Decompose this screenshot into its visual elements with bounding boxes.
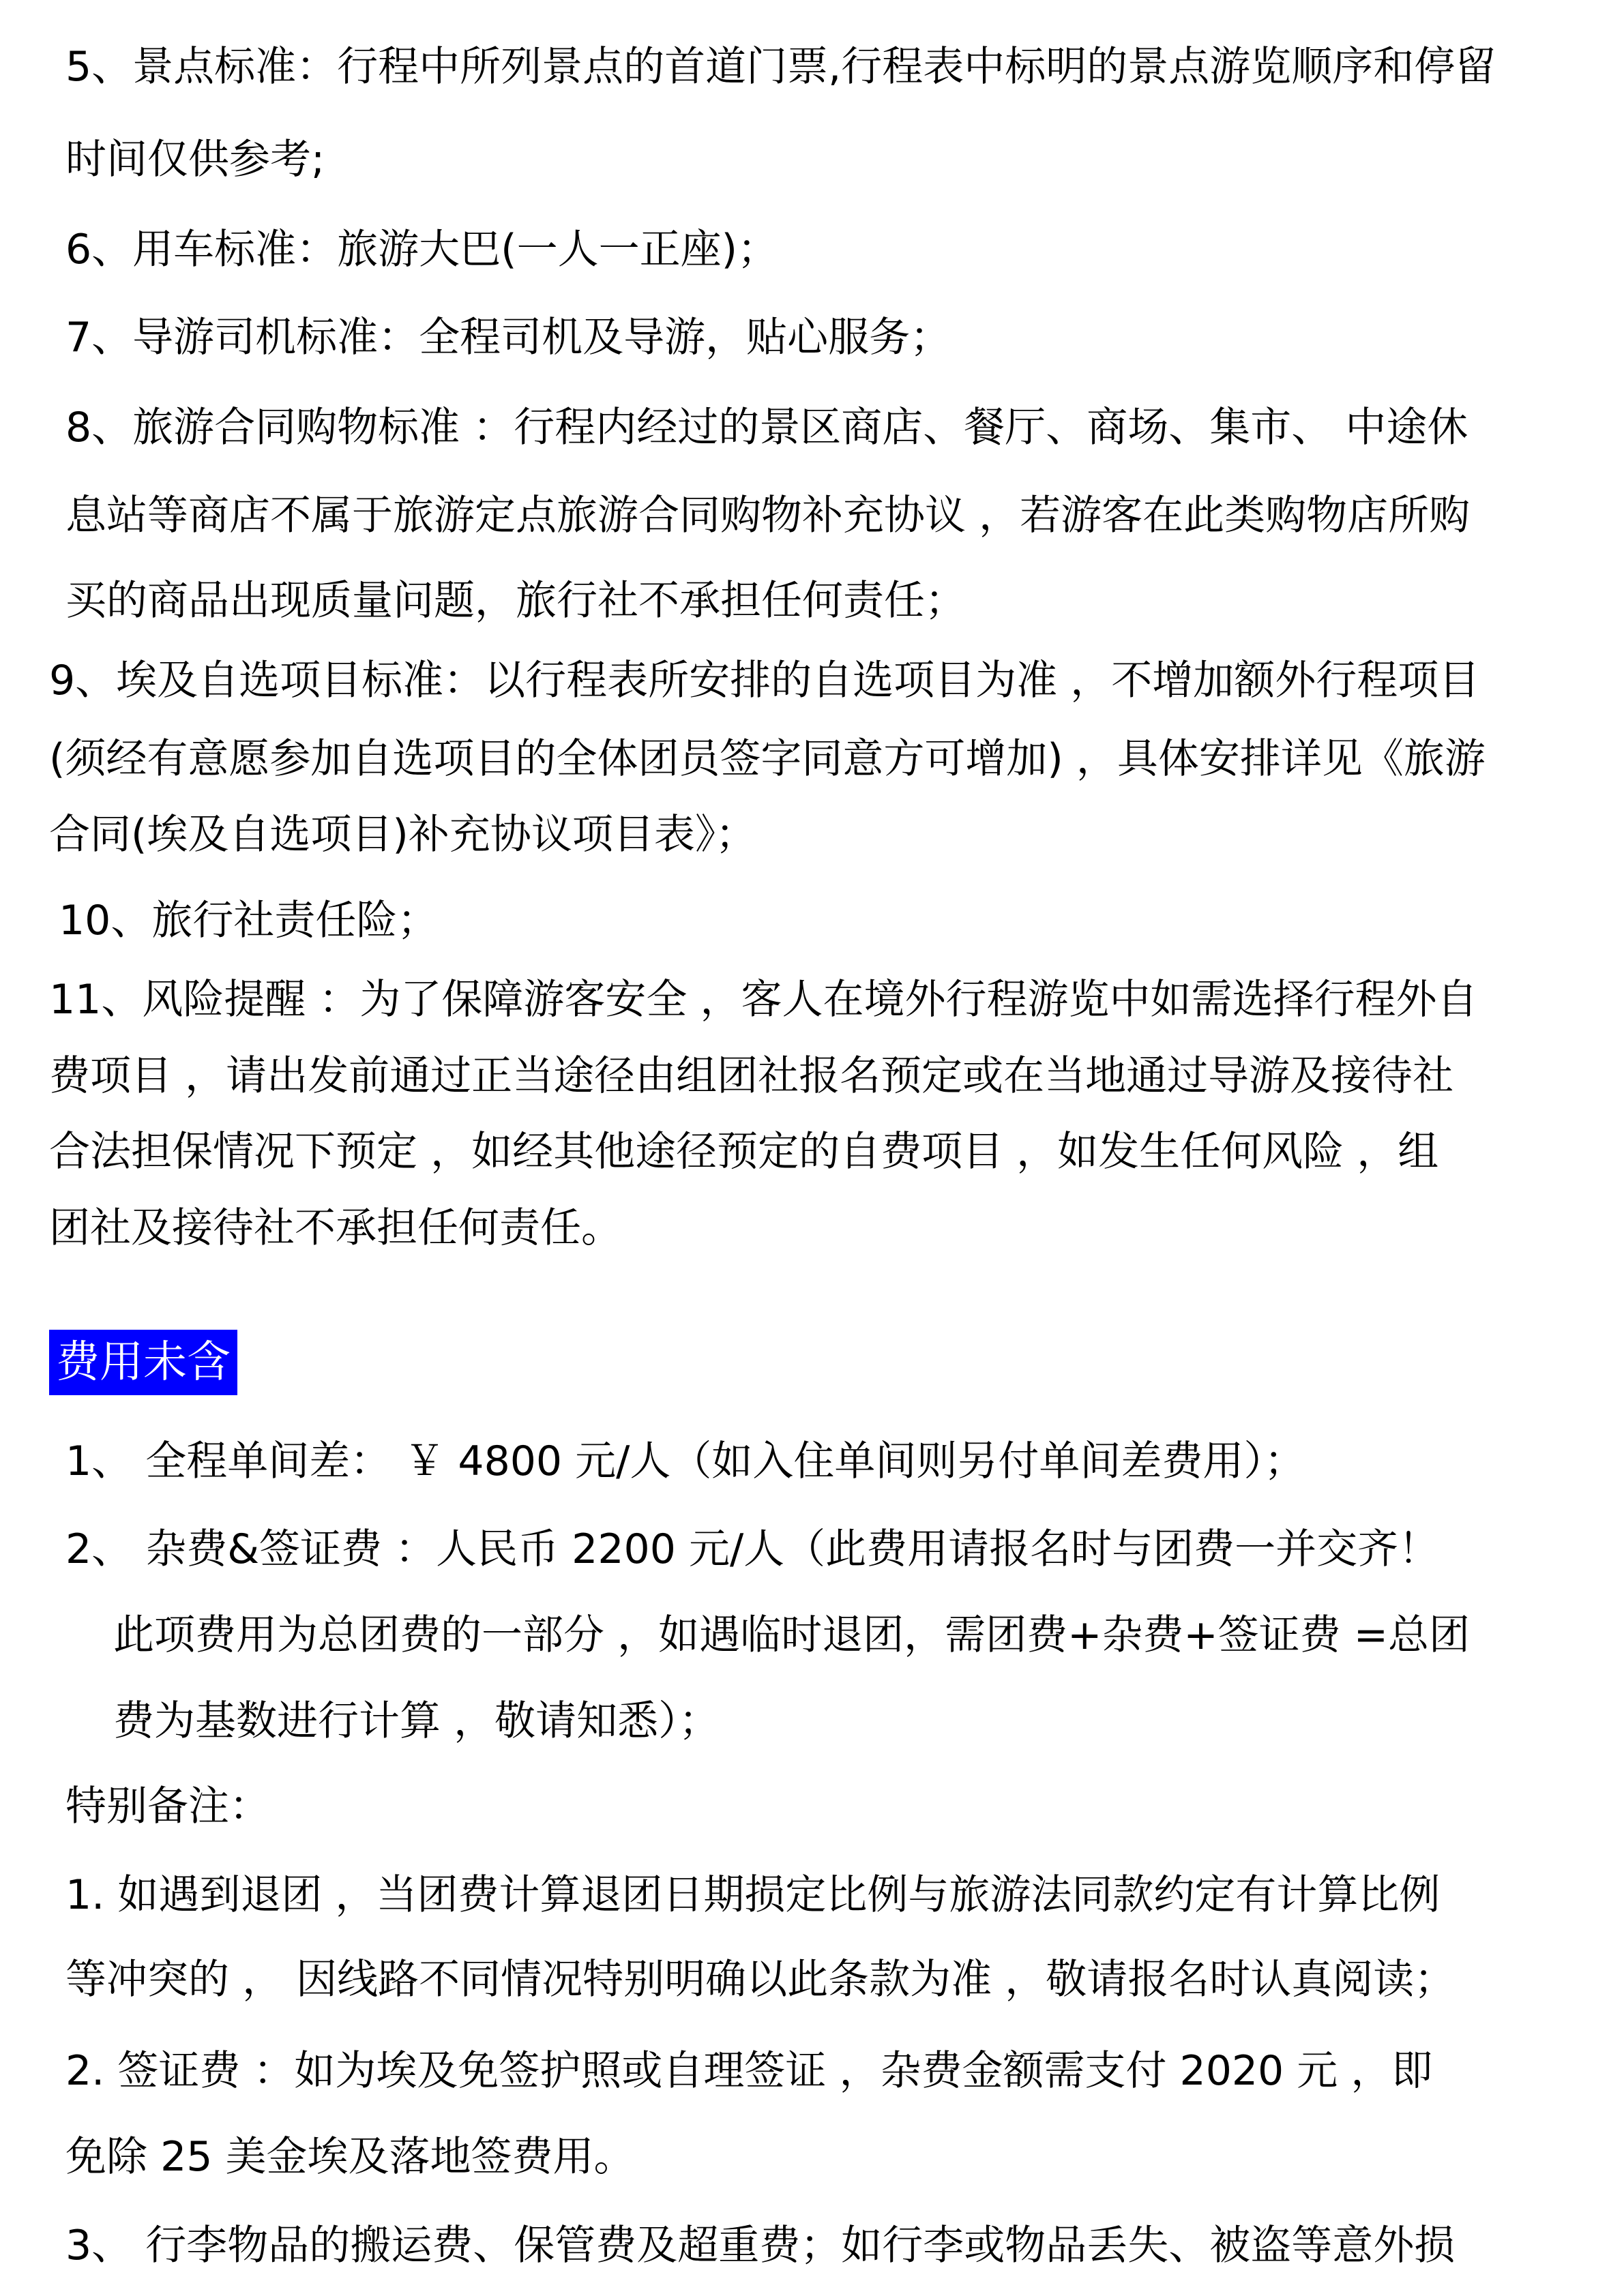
note1-line1: 1. 如遇到退团 ，当团费计算退团日期损定比例与旅游法同款约定有计算比例 — [65, 1871, 1441, 1919]
item8-line3: 买的商品出现质量问题，旅行社不承担任何责任； — [65, 577, 966, 625]
item9-line2: (须经有意愿参加自选项目的全体团员签字同意方可增加) ，具体安排详见《旅游 — [49, 735, 1486, 783]
item11-line2: 费项目 ，请出发前通过正当途径由组团社报名预定或在当地通过导游及接待社 — [49, 1052, 1454, 1100]
item8-line1: 8、旅游合同购物标准 ：行程内经过的景区商店、餐厅、商场、集市、 中途休 — [65, 404, 1468, 451]
item5-line2: 时间仅供参考; — [65, 136, 325, 183]
item7-line1: 7、导游司机标准：全程司机及导游，贴心服务； — [65, 314, 951, 361]
note2-line2: 免除 25 美金埃及落地签费用。 — [65, 2133, 635, 2181]
special-notes-label: 特别备注： — [65, 1783, 270, 1830]
item9-line1: 9、埃及自选项目标准：以行程表所安排的自选项目为准 ，不增加额外行程项目 — [49, 657, 1480, 704]
note1-line2: 等冲突的 ， 因线路不同情况特别明确以此条款为准 ，敬请报名时认真阅读； — [65, 1956, 1456, 2003]
item11-line3: 合法担保情况下预定 ，如经其他途径预定的自费项目 ，如发生任何风险 ，组 — [49, 1128, 1439, 1176]
fee-item2-line1: 2、 杂费&签证费 ：人民币 2200 元/人（此费用请报名时与团费一并交齐！ — [65, 1525, 1440, 1573]
note3-line1: 3、 行李物品的搬运费、保管费及超重费；如行李或物品丢失、被盗等意外损 — [65, 2222, 1456, 2269]
fee-item1-line1: 1、 全程单间差： ￥ 4800 元/人（如入住单间则另付单间差费用）； — [65, 1437, 1305, 1485]
item10-line1: 10、旅行社责任险； — [59, 897, 439, 944]
fee-item2-line3: 费为基数进行计算 ，敬请知悉）； — [113, 1697, 720, 1745]
note2-line1: 2. 签证费 ：如为埃及免签护照或自理签证 ，杂费金额需支付 2020 元 ，即 — [65, 2047, 1433, 2095]
item6-line1: 6、用车标准：旅游大巴(一人一正座)； — [65, 226, 778, 273]
item8-line2: 息站等商店不属于旅游定点旅游合同购物补充协议 ，若游客在此类购物店所购 — [65, 492, 1471, 539]
item11-line4: 团社及接待社不承担任何责任。 — [49, 1204, 622, 1252]
item5-line1: 5、景点标准：行程中所列景点的首道门票,行程表中标明的景点游览顺序和停留 — [65, 43, 1496, 91]
fee-item2-line2: 此项费用为总团费的一部分 ，如遇临时退团，需团费+杂费+签证费 =总团 — [113, 1611, 1470, 1659]
item9-line3: 合同(埃及自选项目)补充协议项目表》； — [49, 811, 756, 859]
item11-line1: 11、风险提醒 ：为了保障游客安全 ，客人在境外行程游览中如需选择行程外自 — [49, 976, 1478, 1024]
section-title-fees-excluded: 费用未含 — [49, 1330, 237, 1395]
